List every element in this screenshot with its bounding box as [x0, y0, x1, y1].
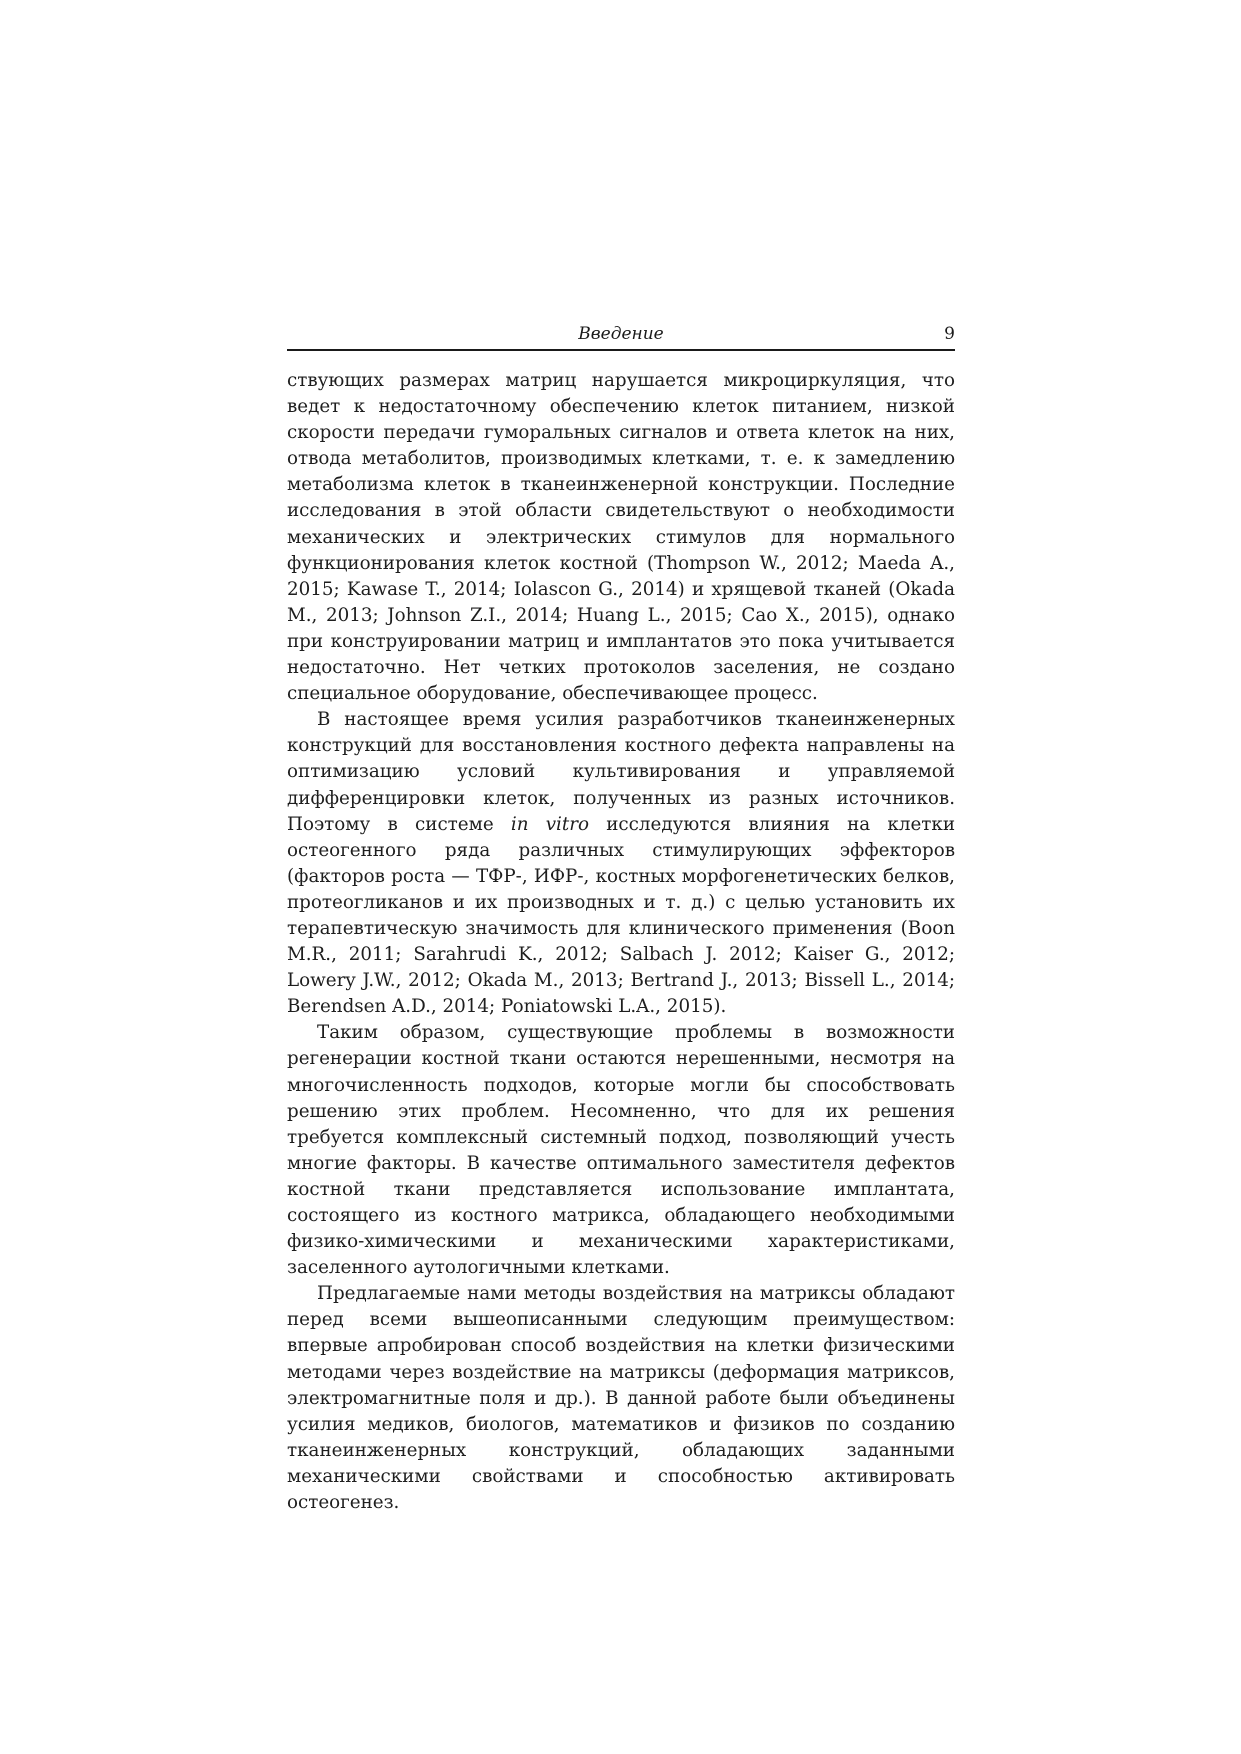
chapter-title: Введение [578, 324, 664, 344]
page-number: 9 [944, 324, 955, 344]
paragraph-4: Предлагаемые нами методы воздействия на матриксы обладают перед всеми вышеописанными следующим преимуществом: впервые апробирован способ воздействия на клетки физическими методами через воздействие на матриксы (деформация матриксов, электромагнитные поля и др.). В данной работе были объединены усилия медиков, биологов, математиков и физиков по созданию тканеинженерных конструкций, обладающих заданными механическими свойствами и способностью активировать остеогенез. [287, 1283, 955, 1514]
paragraph-1: ствующих размерах матриц нарушается микроциркуляция, что ведет к недостаточному обеспечению клеток питанием, низкой скорости передачи гуморальных сигналов и ответа клеток на них, отвода метаболитов, производимых клетками, т. е. к замедлению метаболизма клеток в тканеинженерной конструкции. Последние исследования в этой области свидетельствуют о необходимости механических и электрических стимулов для нормального функционирования клеток костной (Thompson W., 2012; Maeda A., 2015; Kawase T., 2014; Iolascon G., 2014) и хрящевой тканей (Okada M., 2013; Johnson Z.I., 2014; Huang L., 2015; Cao X., 2015), однако при конструировании матриц и имплантатов это пока учитывается недостаточно. Нет четких протоколов заселения, не создано специальное оборудование, обеспечивающее процесс. [287, 370, 955, 705]
paragraph-2-text-a: В настоящее время усилия разработчиков тканеинженерных конструкций для восстановления костного дефекта направлены на оптимизацию условий культивирования и управляемой дифференцировки клеток, полученных из разных источников. Поэтому в системе [287, 709, 955, 835]
paragraph-2-text-b: исследуются влияния на клетки остеогенного ряда различных стимулирующих эффекторов (факторов роста — ТФР-, ИФР-, костных морфогенетических белков, протеогликанов и их производных и т. д.) с целью установить их терапевтическую значимость для клинического применения (Boon M.R., 2011; Sarahrudi K., 2012; Salbach J. 2012; Kaiser G., 2012; Lowery J.W., 2012; Okada M., 2013; Bertrand J., 2013; Bissell L., 2014; Berendsen A.D., 2014; Poniatowski L.A., 2015). [287, 813, 956, 1018]
paragraph-2-italic-term: in vitro [510, 813, 590, 835]
running-header [287, 321, 955, 351]
paragraph-2 [287, 707, 955, 1020]
paragraph-3: Таким образом, существующие проблемы в возможности регенерации костной ткани остаются нерешенными, несмотря на многочисленность подходов, которые могли бы способствовать решению этих проблем. Несомненно, что для их решения требуется комплексный системный подход, позволяющий учесть многие факторы. В качестве оптимального заместителя дефектов костной ткани представляется использование имплантата, состоящего из костного матрикса, обладающего необходимыми физико-химическими и механическими характеристиками, заселенного аутологичными клетками. [287, 1022, 955, 1279]
body-text [287, 368, 955, 1516]
